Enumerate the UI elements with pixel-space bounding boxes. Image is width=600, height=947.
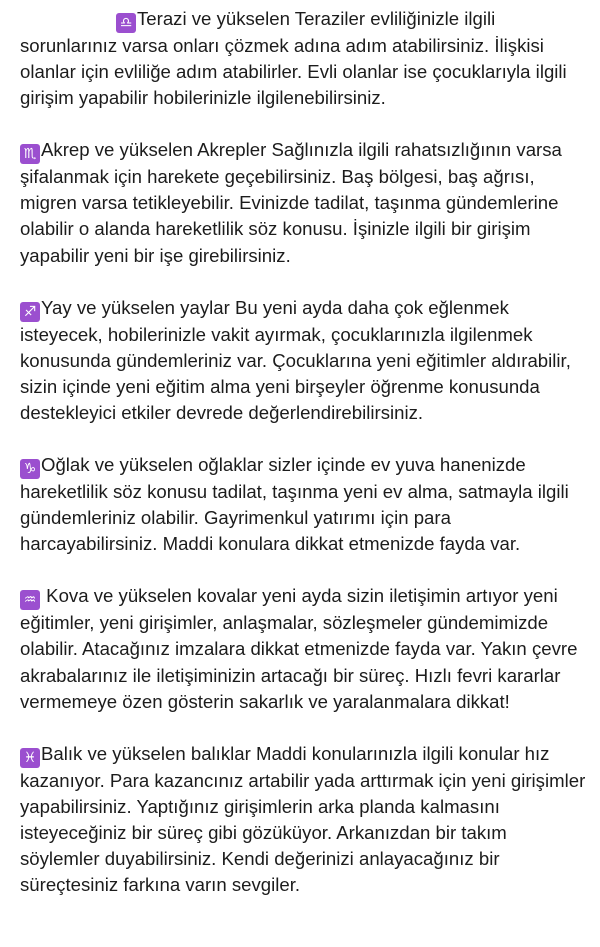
- sagittarius-icon: ♐: [20, 302, 40, 322]
- paragraph-capricorn-text: Oğlak ve yükselen oğlaklar sizler içinde ev yuva hanenizde hareketlilik söz konusu tadilat, taşınma yeni ev alma, satmayla ilgili gündemleriniz olabilir. Gayrimenkul yatırımı için para harcayabilirsiniz. Maddi konulara dikkat etmenizde fayda var.: [20, 454, 569, 555]
- horoscope-document: [20, 6, 590, 924]
- paragraph-libra-text: Terazi ve yükselen Teraziler evliliğinizle ilgili sorunlarınız varsa onları çözmek adına adım atabilirsiniz. İlişkisi olanlar için evliliğe adım atabilirler. Evli olanlar ise çocuklarıyla ilgili girişim yapabilir hobilerinizle ilgilenebilirsiniz.: [20, 8, 567, 109]
- paragraph-sagittarius: [20, 295, 590, 426]
- scorpio-icon: ♏: [20, 144, 40, 164]
- paragraph-scorpio: [20, 137, 590, 268]
- paragraph-libra: [20, 6, 590, 111]
- paragraph-scorpio-text: Akrep ve yükselen Akrepler Sağlınızla ilgili rahatsızlığının varsa şifalanmak için harekete geçebilirsiniz. Baş bölgesi, baş ağrısı, migren varsa tetikleyebilir. Evinizde tadilat, taşınma gündemlerine olabilir o alanda hareketlilik söz konusu. İşinizle ilgili bir girişim yapabilir yeni bir işe girebilirsiniz.: [20, 139, 562, 266]
- capricorn-icon: ♑: [20, 459, 40, 479]
- paragraph-aquarius: [20, 583, 590, 714]
- pisces-icon: ♓: [20, 748, 40, 768]
- paragraph-pisces: [20, 741, 590, 898]
- paragraph-capricorn: [20, 452, 590, 557]
- libra-icon: ♎: [116, 13, 136, 33]
- paragraph-sagittarius-text: Yay ve yükselen yaylar Bu yeni ayda daha çok eğlenmek isteyecek, hobilerinizle vakit ayırmak, çocuklarınızla ilgilenmek konusunda gündemleriniz var. Çocuklarına yeni eğitimler aldırabilir, sizin içinde yeni eğitim alma yeni birşeyler öğrenme konusunda destekleyici etkiler devrede değerlendirebilirsiniz.: [20, 296, 571, 423]
- paragraph-pisces-text: Balık ve yükselen balıklar Maddi konularınızla ilgili konular hız kazanıyor. Para kazancınız artabilir yada arttırmak için yeni girişimler yapabilirsiniz. Yaptığınız girişimlerin arka planda kalmasını isteyeceğiniz bir süreç gibi gözüküyor. Arkanızdan bir takım söylemler duyabilirsiniz. Kendi değerinizi anlayacağınız bir süreçtesiniz farkına varın sevgiler.: [20, 742, 586, 896]
- aquarius-icon: ♒: [20, 590, 40, 610]
- paragraph-aquarius-text: Kova ve yükselen kovalar yeni ayda sizin iletişimin artıyor yeni eğitimler, yeni girişimler, anlaşmalar, sözleşmeler gündemimizde olabilir. Atacağınız imzalara dikkat etmenizde fayda var. Yakın çevre akrabalarınız ile iletişiminizin artacağı bir süreç. Hızlı fevri kararlar vermemeye özen gösterin sakarlık ve yaralanmalara dikkat!: [20, 585, 578, 712]
